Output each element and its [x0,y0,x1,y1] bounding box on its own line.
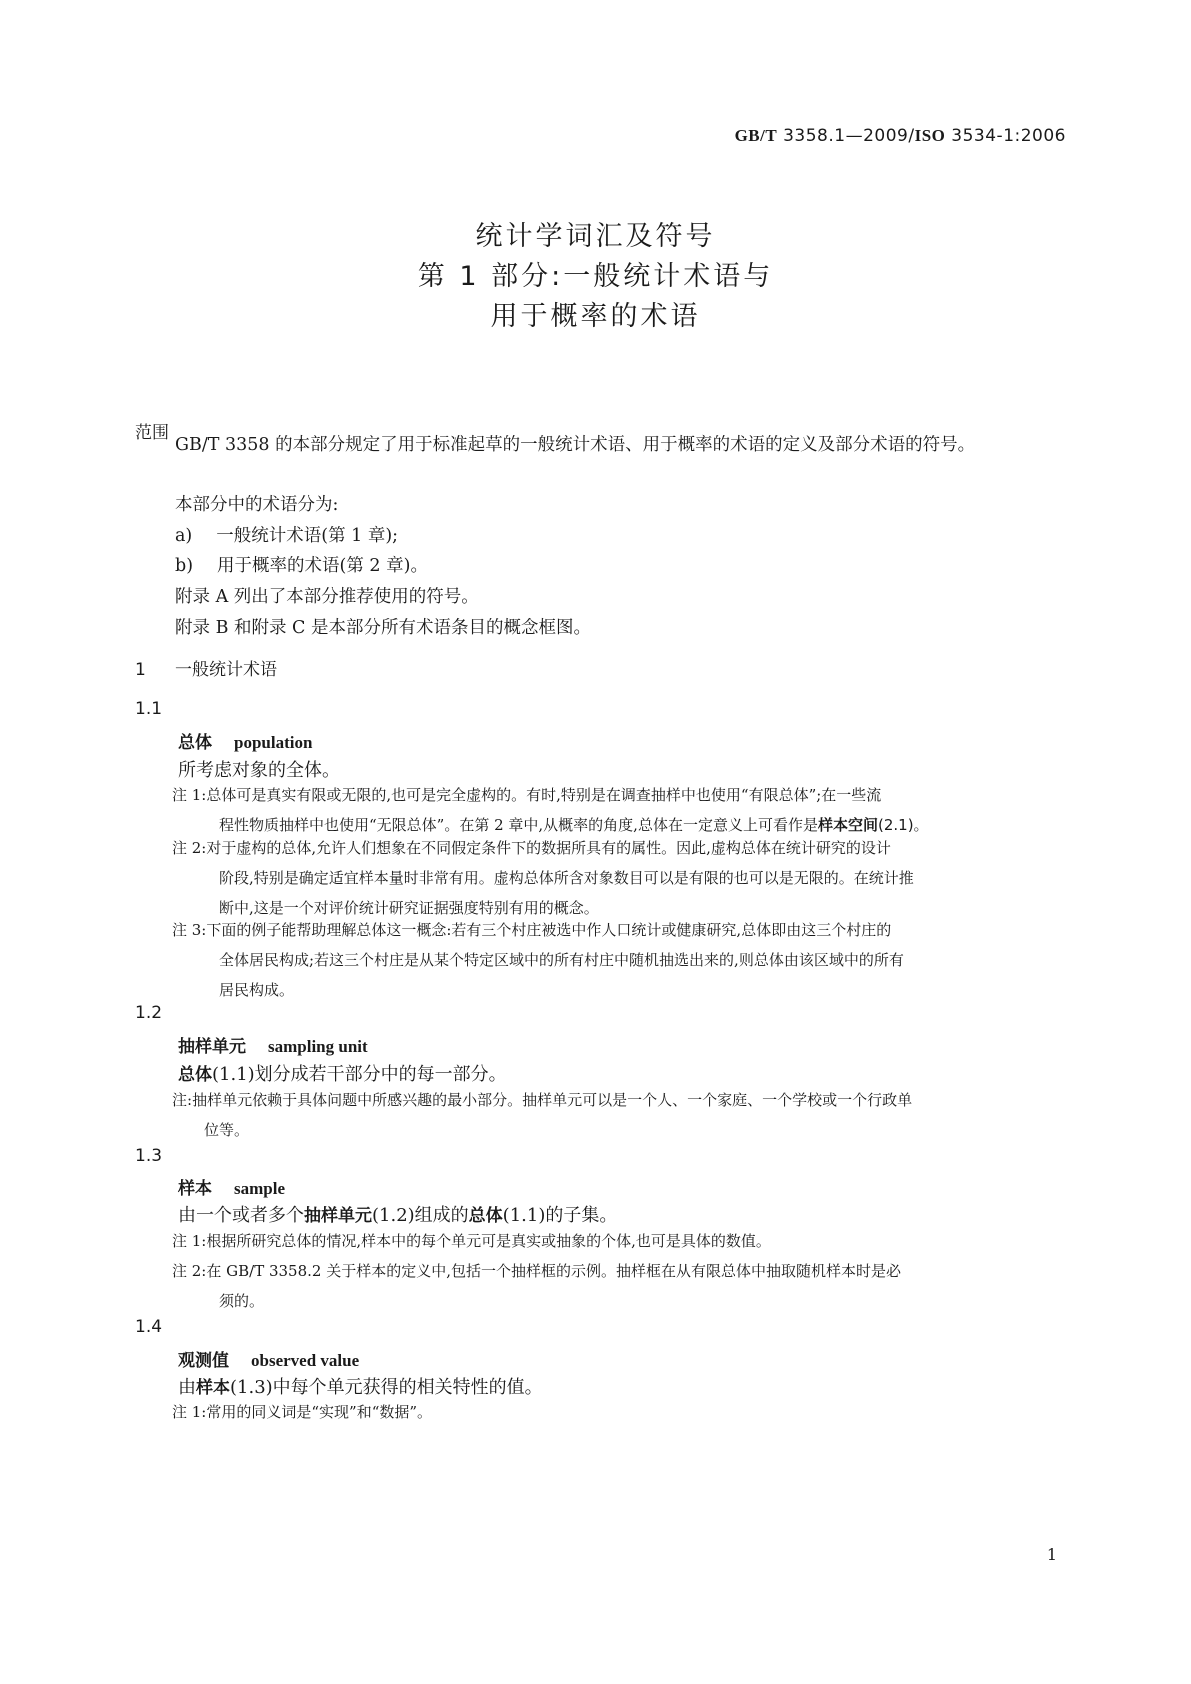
clause-1-4-definition [178,1373,543,1399]
scope-paragraph-1-text: GB/T 3358 的本部分规定了用于标准起草的一般统计术语、用于概率的术语的定义及部分术语的符号。 [175,435,976,455]
clause-1-4-note-1 [172,1397,1060,1427]
clause-1-1-note-2 [172,833,1060,923]
definition-text: (1.1)划分成若干部分中的每一部分。 [212,1064,507,1085]
scope-paragraph-3: 附录 A 列出了本部分推荐使用的符号。 [175,587,479,607]
note-text: 对于虚构的总体,允许人们想象在不同假定条件下的数据所具有的属性。因此,虚构总体在统计研究的设计 [206,839,891,857]
header-code-iso: ISO [914,126,946,145]
note-label: 注 1: [172,1403,207,1421]
page-number: 1 [1046,1545,1057,1564]
scope-heading: 范围 [135,423,169,443]
section-1-heading [135,655,277,680]
clause-1-3-note-2 [172,1256,1060,1316]
note-text: 总体可是真实有限或无限的,也可是完全虚构的。有时,特别是在调查抽样中也使用“有限总体”;在一些流 [206,786,882,804]
list-text-a: 一般统计术语(第 1 章); [216,526,399,546]
note-label: 注 1: [172,786,207,804]
term-en-observed-value: observed value [251,1351,360,1370]
section-1-title: 一般统计术语 [175,660,277,680]
definition-text: 由 [178,1377,196,1398]
standard-code-header [735,126,1066,146]
definition-text: 由一个或者多个 [178,1205,304,1226]
header-code-number: 3358.1—2009/ [777,126,915,146]
list-label-a: a) [175,526,193,546]
clause-1-4-term [178,1346,359,1371]
note-ref-number: (2.1)。 [877,816,929,834]
term-en-sample: sample [234,1179,285,1198]
header-code-iso-number: 3534-1:2006 [945,126,1066,146]
note-term-ref: 样本空间 [817,816,878,834]
note-text: 根据所研究总体的情况,样本中的每个单元可是真实或抽象的个体,也可是具体的数值。 [206,1232,771,1250]
clause-1-1-note-3 [172,915,1060,1005]
scope-paragraph-1 [135,430,1056,460]
note-text: 在 GB/T 3358.2 关于样本的定义中,包括一个抽样框的示例。抽样框在从有限总体中抽取随机样本时是必 [206,1262,902,1280]
note-text: 下面的例子能帮助理解总体这一概念:若有三个村庄被选中作人口统计或健康研究,总体即由这三个村庄的 [206,921,892,939]
definition-text: (1.2)组成的 [372,1205,469,1226]
clause-1-3-definition [178,1201,617,1227]
header-code-gbt: GB/T [734,126,778,145]
clause-1-4-number: 1.4 [135,1317,163,1337]
note-text: 程性物质抽样中也使用“无限总体”。在第 2 章中,从概率的角度,总体在一定意义上可看作是 [219,816,818,834]
list-text-b: 用于概率的术语(第 2 章)。 [217,556,428,576]
clause-1-2-number: 1.2 [135,1003,163,1023]
term-zh-sampling-unit: 抽样单元 [178,1037,246,1057]
note-label: 注 2: [172,839,207,857]
definition-term-ref: 抽样单元 [304,1206,372,1226]
note-text: 阶段,特别是确定适宜样本量时非常有用。虚构总体所含对象数目可以是有限的也可以是无限的。在统计推 [219,869,914,887]
definition-term-ref: 总体 [468,1206,503,1226]
definition-text: (1.3)中每个单元获得的相关特性的值。 [230,1377,543,1398]
section-1-number: 1 [135,660,146,680]
note-label: 注 2: [172,1262,207,1280]
title-line-2: 第 1 部分:一般统计术语与 [417,261,774,292]
clause-1-2-note [172,1085,1060,1145]
clause-1-1-term [178,728,312,753]
note-text: 抽样单元依赖于具体问题中所感兴趣的最小部分。抽样单元可以是一个人、一个家庭、一个学校或一个行政单 [192,1091,913,1109]
clause-1-2-definition [178,1060,507,1086]
scope-paragraph-4: 附录 B 和附录 C 是本部分所有术语条目的概念框图。 [175,618,591,638]
clause-1-3-number: 1.3 [135,1146,163,1166]
title-line-3: 用于概率的术语 [490,301,701,332]
clause-1-1-note-1 [172,780,1060,840]
note-text: 位等。 [204,1121,250,1139]
clause-1-3-note-1 [172,1226,1060,1256]
definition-text: (1.1)的子集。 [502,1205,618,1226]
clause-1-1-definition: 所考虑对象的全体。 [178,760,340,781]
term-en-sampling-unit: sampling unit [268,1037,368,1056]
list-label-b: b) [175,556,194,576]
term-zh-sample: 样本 [178,1179,212,1199]
term-en-population: population [234,733,313,752]
scope-list-item-b [175,552,428,577]
term-zh-observed-value: 观测值 [178,1351,229,1371]
scope-paragraph-2: 本部分中的术语分为: [175,495,339,515]
note-label: 注: [172,1091,193,1109]
title-line-1: 统计学词汇及符号 [475,221,716,252]
term-zh-population: 总体 [178,733,212,753]
clause-1-1-number: 1.1 [135,699,163,719]
note-text: 居民构成。 [219,981,295,999]
definition-term-ref: 样本 [196,1378,230,1398]
clause-1-2-term [178,1032,368,1057]
note-label: 注 1: [172,1232,207,1250]
note-text: 断中,这是一个对评价统计研究证据强度特别有用的概念。 [219,899,599,917]
scope-list-item-a [175,522,398,547]
definition-term-ref: 总体 [178,1065,212,1085]
note-label: 注 3: [172,921,207,939]
note-text: 须的。 [219,1292,265,1310]
note-text: 全体居民构成;若这三个村庄是从某个特定区域中的所有村庄中随机抽选出来的,则总体由该区域中的所有 [219,951,904,969]
clause-1-3-term [178,1174,285,1199]
note-text: 常用的同义词是“实现”和“数据”。 [206,1403,433,1421]
